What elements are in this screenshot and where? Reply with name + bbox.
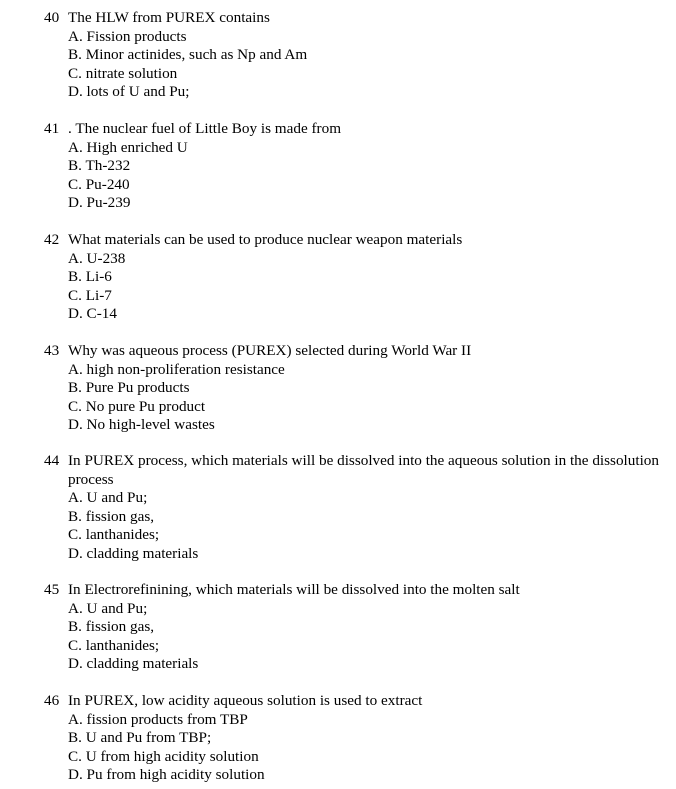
option-a: A. fission products from TBP	[68, 710, 248, 728]
question-number: 43	[44, 342, 60, 359]
question-text: The HLW from PUREX contains	[68, 9, 270, 26]
option-d: D. Pu-239	[68, 194, 131, 211]
question-45	[0, 581, 676, 674]
option-a: A. U and Pu;	[68, 489, 148, 506]
option-c: C. lanthanides;	[68, 526, 160, 543]
option-c: C. No pure Pu product	[68, 397, 206, 415]
option-d: D. No high-level wastes	[68, 416, 215, 433]
option-list	[0, 28, 676, 102]
option-list	[0, 250, 676, 324]
option-list	[0, 711, 676, 785]
option-list	[0, 139, 676, 213]
question-43	[0, 342, 676, 435]
question-text: In Electrorefinining, which materials will be dissolved into the molten salt	[68, 581, 520, 598]
question-44	[0, 452, 676, 563]
option-c: C. Li-7	[68, 286, 112, 304]
question-number: 44	[44, 452, 60, 469]
option-b: B. Pure Pu products	[68, 379, 190, 396]
question-number: 46	[44, 692, 60, 709]
question-40	[0, 9, 676, 102]
question-stem	[0, 692, 676, 711]
option-d: D. Pu from high acidity solution	[68, 766, 265, 783]
option-d: D. lots of U and Pu;	[68, 83, 190, 100]
option-d: D. cladding materials	[68, 655, 199, 672]
question-stem	[0, 581, 676, 600]
option-a: A. U and Pu;	[68, 599, 148, 617]
question-46	[0, 692, 676, 785]
question-number: 42	[44, 231, 60, 248]
option-a: A. U-238	[68, 249, 126, 267]
question-text: What materials can be used to produce nuclear weapon materials	[68, 231, 463, 248]
option-b: B. Minor actinides, such as Np and Am	[68, 46, 308, 63]
question-text: Why was aqueous process (PUREX) selected during World War II	[68, 342, 472, 359]
option-b: B. U and Pu from TBP;	[68, 729, 212, 746]
option-a: A. High enriched U	[68, 138, 188, 156]
question-42	[0, 231, 676, 324]
question-text: In PUREX process, which materials will be dissolved into the aqueous solution in the dissolution process	[68, 452, 659, 488]
option-list	[0, 361, 676, 435]
option-c: C. U from high acidity solution	[68, 747, 259, 765]
question-stem	[0, 120, 676, 139]
question-text: . The nuclear fuel of Little Boy is made from	[68, 120, 342, 137]
question-stem	[0, 452, 676, 489]
question-number: 45	[44, 581, 60, 598]
question-text: In PUREX, low acidity aqueous solution is used to extract	[68, 692, 423, 709]
option-b: B. fission gas,	[68, 507, 155, 525]
option-b: B. fission gas,	[68, 618, 155, 635]
question-number: 41	[44, 120, 60, 137]
option-d: D. C-14	[68, 305, 117, 322]
question-number: 40	[44, 9, 60, 26]
option-list	[0, 600, 676, 674]
question-stem	[0, 231, 676, 250]
question-stem	[0, 9, 676, 28]
option-c: C. Pu-240	[68, 175, 130, 193]
option-c: C. lanthanides;	[68, 636, 160, 654]
question-stem	[0, 342, 676, 361]
option-a: A. high non-proliferation resistance	[68, 360, 285, 378]
option-b: B. Li-6	[68, 268, 112, 285]
option-list	[0, 489, 676, 563]
option-b: B. Th-232	[68, 157, 131, 174]
option-d: D. cladding materials	[68, 544, 199, 562]
option-c: C. nitrate solution	[68, 64, 178, 82]
option-a: A. Fission products	[68, 27, 187, 45]
question-41	[0, 120, 676, 213]
